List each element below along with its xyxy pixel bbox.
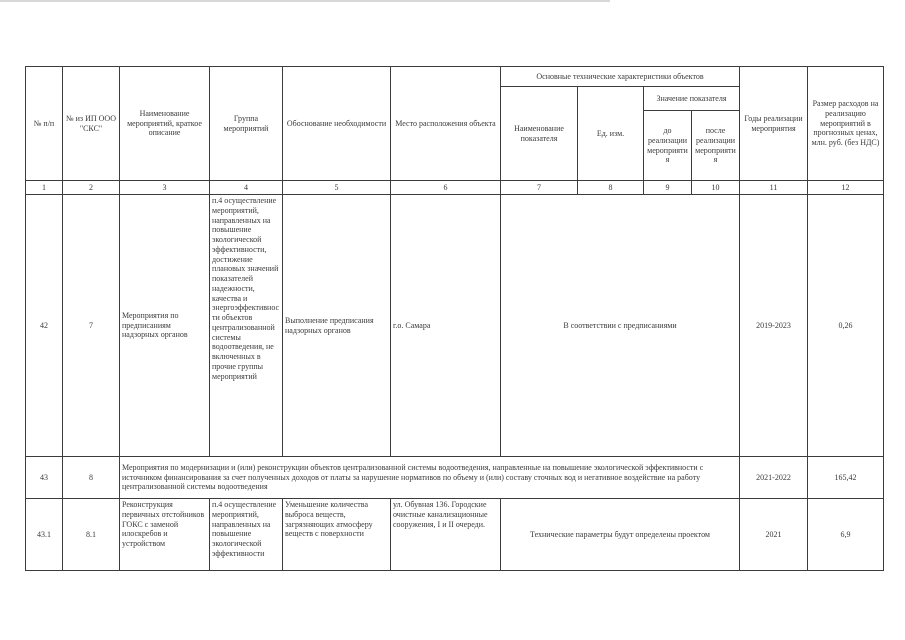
row42-group: п.4 осуществление мероприятий, направленных на повышение экологической эффективности, достижение плановых значений показателей надежности, качества и энергоэффективности объектов централизованной системы водоотведения, не включенных в прочие группы мероприятий — [210, 195, 283, 457]
header-value-group: Значение показателя — [644, 87, 740, 111]
header-years: Годы реализации мероприятия — [740, 67, 808, 181]
row43-ip: 8 — [63, 457, 120, 499]
row42-name: Мероприятия по предписаниям надзорных органов — [120, 195, 210, 457]
row42-num: 42 — [26, 195, 63, 457]
scan-top-edge — [0, 0, 610, 2]
column-number-row — [26, 181, 884, 195]
header-before: до реализации мероприятия — [644, 111, 692, 181]
row42-ip: 7 — [63, 195, 120, 457]
header-tech-group: Основные технические характеристики объектов — [501, 67, 740, 87]
row43-1-cost: 6,9 — [808, 499, 884, 571]
row43-years: 2021-2022 — [740, 457, 808, 499]
row43-1-ip: 8.1 — [63, 499, 120, 571]
row43-1-place: ул. Обувная 136. Городские очистные канализационные сооружения, I и II очереди. — [391, 499, 501, 571]
header-num: № п/п — [26, 67, 63, 181]
header-ip: № из ИП ООО "СКС" — [63, 67, 120, 181]
header-reason: Обоснование необходимости — [283, 67, 391, 181]
row43-1-years: 2021 — [740, 499, 808, 571]
row42-place: г.о. Самара — [391, 195, 501, 457]
header-cost: Размер расходов на реализацию мероприятий в прогнозных ценах, млн. руб. (без НДС) — [808, 67, 884, 181]
row43-1-num: 43.1 — [26, 499, 63, 571]
row43-1-group: п.4 осуществление мероприятий, направленных на повышение экологической эффективности — [210, 499, 283, 571]
row42-reason: Выполнение предписания надзорных органов — [283, 195, 391, 457]
colnum-8: 8 — [578, 181, 644, 195]
row43-1-name: Реконструкция первичных отстойников ГОКС с заменой илоскребов и устройством — [120, 499, 210, 571]
header-after: после реализации мероприятия — [692, 111, 740, 181]
row43-num: 43 — [26, 457, 63, 499]
colnum-6: 6 — [391, 181, 501, 195]
colnum-10: 10 — [692, 181, 740, 195]
row42-years: 2019-2023 — [740, 195, 808, 457]
colnum-12: 12 — [808, 181, 884, 195]
header-place: Место расположения объекта — [391, 67, 501, 181]
investment-measures-table — [25, 66, 884, 571]
row42-cost: 0,26 — [808, 195, 884, 457]
header-name: Наименование мероприятий, краткое описание — [120, 67, 210, 181]
header-group: Группа мероприятий — [210, 67, 283, 181]
table-row-42 — [26, 195, 884, 457]
row43-description: Мероприятия по модернизации и (или) реконструкции объектов централизованной системы водоотведения, направленные на повышение экологической эффективности с источником финансирования за счет полученных доходов от платы за нарушение нормативов по объему и (или) составу сточных вод и негативное воздействие на работу централизованной системы водоотведения — [120, 457, 740, 499]
row43-cost: 165,42 — [808, 457, 884, 499]
row43-1-reason: Уменьшение количества выброса веществ, загрязняющих атмосферу веществ с поверхности — [283, 499, 391, 571]
row42-tech: В соответствии с предписаниями — [501, 195, 740, 457]
colnum-2: 2 — [63, 181, 120, 195]
colnum-5: 5 — [283, 181, 391, 195]
colnum-3: 3 — [120, 181, 210, 195]
header-unit: Ед. изм. — [578, 87, 644, 181]
colnum-11: 11 — [740, 181, 808, 195]
row43-1-tech: Технические параметры будут определены проектом — [501, 499, 740, 571]
header-indicator: Наименование показателя — [501, 87, 578, 181]
colnum-7: 7 — [501, 181, 578, 195]
table-row-43 — [26, 457, 884, 499]
colnum-1: 1 — [26, 181, 63, 195]
table-row-43-1 — [26, 499, 884, 571]
header-row-1 — [26, 67, 884, 87]
colnum-4: 4 — [210, 181, 283, 195]
colnum-9: 9 — [644, 181, 692, 195]
